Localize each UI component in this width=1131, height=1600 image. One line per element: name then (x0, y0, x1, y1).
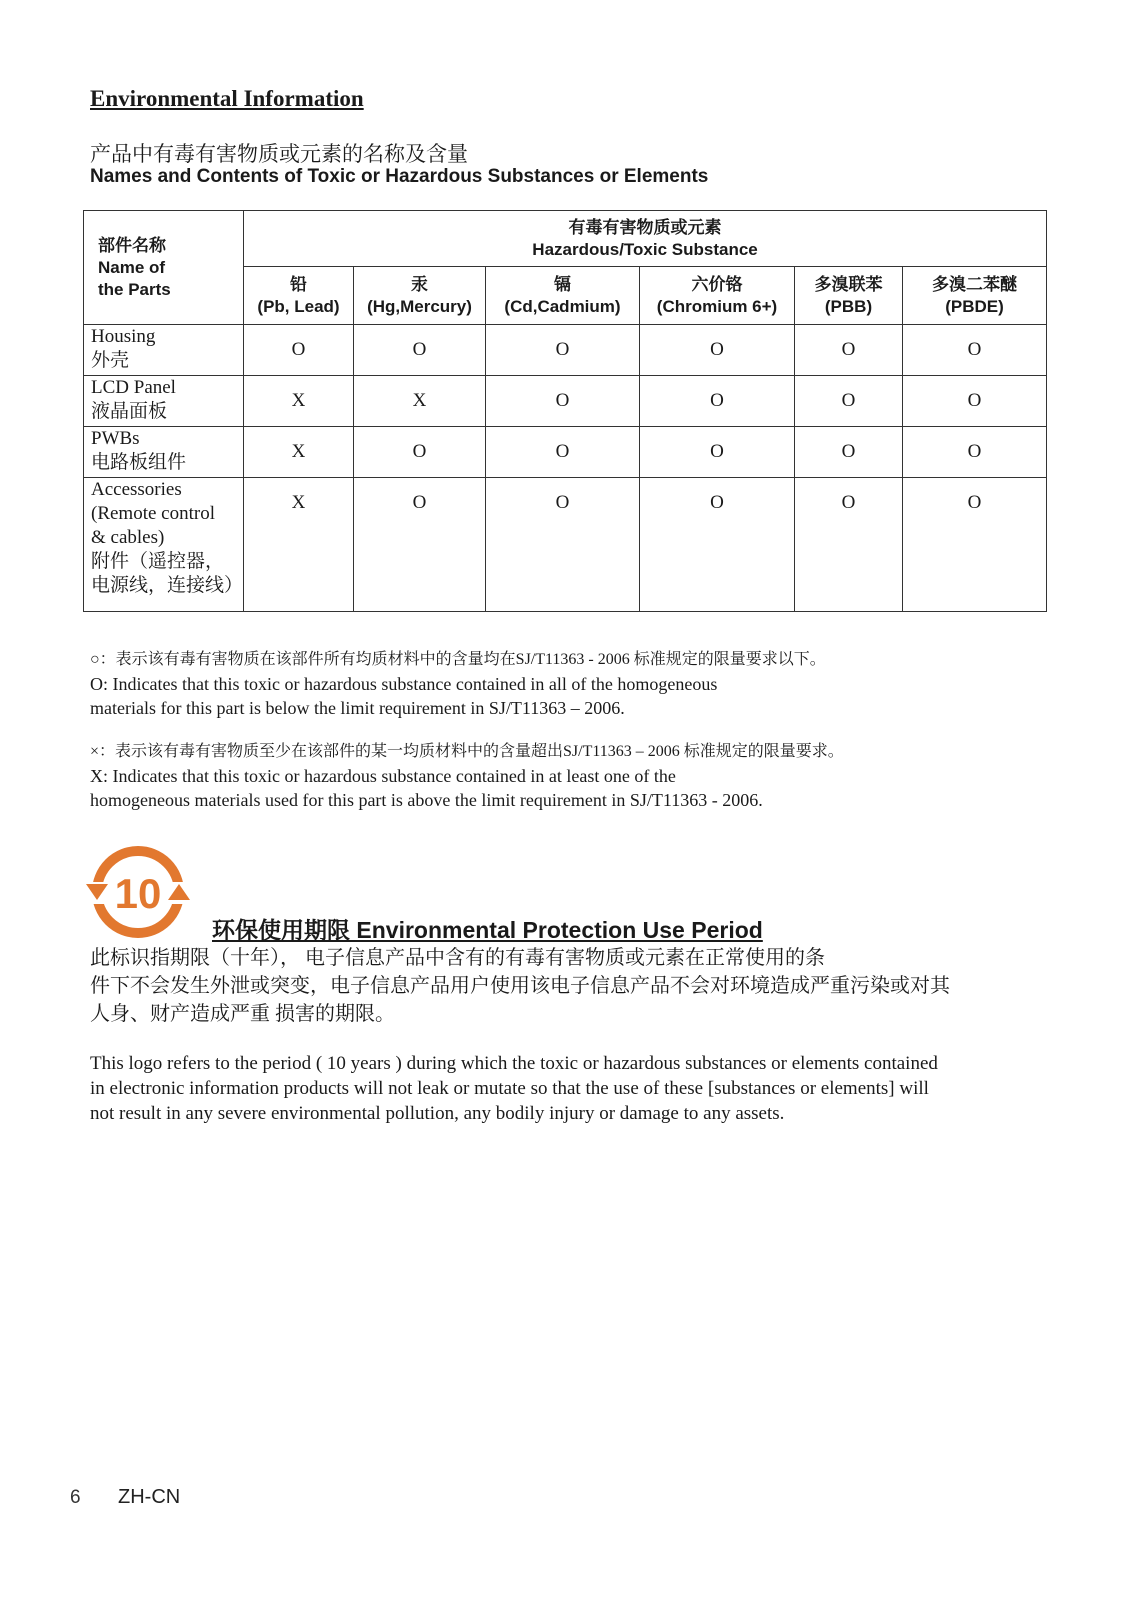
epup-en-line: This logo refers to the period ( 10 years ) during which the toxic or hazardous substances or elements contained (90, 1053, 938, 1074)
substance-mark-cell: O (486, 427, 640, 478)
substance-mark-cell: O (640, 376, 795, 427)
substance-mark-cell: X (244, 376, 354, 427)
substance-mark-cell: X (244, 427, 354, 478)
column-header-chromium (640, 267, 795, 325)
part-name-line: 电路板组件 (91, 452, 187, 473)
parts-column-header (84, 211, 244, 325)
substance-mark-cell: O (903, 325, 1047, 376)
part-name-line: Housing (91, 326, 156, 347)
epup-en-line: in electronic information products will not leak or mutate so that the use of these [substances or elements] will (90, 1078, 929, 1099)
parts-header-en-line1: Name of (98, 257, 166, 277)
part-name-line: 液晶面板 (91, 401, 168, 422)
substance-mark-cell: O (486, 325, 640, 376)
epup-en-line: not result in any severe environmental pollution, any bodily injury or damage to any assets. (90, 1103, 785, 1124)
epup-title: 环保使用期限 Environmental Protection Use Period (212, 917, 763, 943)
table-title-chinese: 产品中有毒有害物质或元素的名称及含量 (90, 143, 468, 166)
column-header-lead (244, 267, 354, 325)
substance-mark-cell: O (795, 376, 903, 427)
epup-description-cn (90, 944, 1050, 1028)
parts-header-en-line2: the Parts (98, 279, 171, 299)
substance-mark-cell: O (244, 325, 354, 376)
substance-header-cn: 有毒有害物质或元素 (568, 217, 722, 237)
part-name-cell (84, 478, 244, 612)
note-o-en-line1: O: Indicates that this toxic or hazardous substance contained in all of the homogeneous (90, 674, 718, 694)
page-heading: Environmental Information (90, 86, 364, 111)
column-header-en: (Hg,Mercury) (367, 296, 472, 316)
substance-header-en: Hazardous/Toxic Substance (532, 239, 758, 259)
epup-cn-line: 人身、财产造成严重 损害的期限。 (90, 1003, 395, 1025)
substance-mark-cell: O (903, 376, 1047, 427)
substance-mark-cell: O (354, 427, 486, 478)
substance-group-header (244, 211, 1047, 267)
part-name-line: 附件（遥控器， (91, 551, 225, 572)
substance-mark-cell: O (640, 325, 795, 376)
note-o-en-line2: materials for this part is below the limit requirement in SJ/T11363 – 2006. (90, 698, 625, 718)
part-name-line: LCD Panel (91, 377, 176, 398)
note-x-en-line2: homogeneous materials used for this part is above the limit requirement in SJ/T11363 - 2006. (90, 790, 763, 810)
epup-description-en (90, 1051, 1050, 1126)
part-name-line: PWBs (91, 428, 140, 449)
hazardous-substance-table (83, 210, 1047, 612)
table-row (84, 427, 1047, 478)
substance-mark-cell: O (903, 478, 1047, 612)
parts-header-cn: 部件名称 (98, 235, 166, 255)
part-name-line: (Remote control (91, 503, 215, 524)
part-name-line: & cables) (91, 527, 165, 548)
column-header-en: (Pb, Lead) (257, 296, 340, 316)
page-number: 6 (70, 1487, 81, 1508)
column-header-pbb (795, 267, 903, 325)
column-header-cn: 六价铬 (691, 274, 743, 294)
epup-cn-line: 此标识指期限（十年）， 电子信息产品中含有的有毒有害物质或元素在正常使用的条 (90, 947, 825, 969)
substance-mark-cell: O (354, 478, 486, 612)
note-o-legend (90, 648, 826, 720)
epup-cn-line: 件下不会发生外泄或突变，电子信息产品用户使用该电子信息产品不会对环境造成严重污染或对其 (90, 975, 950, 997)
table-row (84, 376, 1047, 427)
column-header-en: (PBB) (824, 296, 873, 316)
column-header-cn: 镉 (554, 274, 571, 294)
substance-mark-cell: O (354, 325, 486, 376)
note-x-en-line1: X: Indicates that this toxic or hazardous substance contained in at least one of the (90, 766, 676, 786)
substance-mark-cell: O (486, 478, 640, 612)
table-row (84, 478, 1047, 612)
substance-mark-cell: O (795, 325, 903, 376)
language-code: ZH-CN (118, 1486, 181, 1508)
substance-mark-cell: O (795, 478, 903, 612)
substance-mark-cell: O (640, 427, 795, 478)
part-name-line: 外壳 (91, 350, 130, 371)
table-row (84, 325, 1047, 376)
note-x-cn: ×：表示该有毒有害物质至少在该部件的某一均质材料中的含量超出SJ/T11363 – 2006 标准规定的限量要求。 (90, 743, 844, 760)
table-title-english: Names and Contents of Toxic or Hazardous Substances or Elements (90, 166, 709, 187)
substance-mark-cell: O (640, 478, 795, 612)
note-x-legend (90, 740, 844, 812)
column-header-cn: 汞 (411, 274, 428, 294)
column-header-cn: 多溴联苯 (814, 274, 883, 294)
logo-number: 10 (114, 870, 162, 917)
column-header-en: (PBDE) (945, 296, 1004, 316)
part-name-cell (84, 427, 244, 478)
column-header-cn: 铅 (290, 274, 307, 294)
part-name-line: 电源线，连接线） (91, 575, 244, 596)
substance-mark-cell: O (903, 427, 1047, 478)
column-header-mercury (354, 267, 486, 325)
epup-10-year-logo-icon (84, 844, 192, 940)
substance-mark-cell: O (486, 376, 640, 427)
substance-mark-cell: X (354, 376, 486, 427)
column-header-pbde (903, 267, 1047, 325)
column-header-en: (Chromium 6+) (656, 296, 778, 316)
substance-mark-cell: X (244, 478, 354, 612)
column-header-en: (Cd,Cadmium) (504, 296, 621, 316)
substance-mark-cell: O (795, 427, 903, 478)
part-name-cell (84, 376, 244, 427)
part-name-cell (84, 325, 244, 376)
note-o-cn: ○：表示该有毒有害物质在该部件所有均质材料中的含量均在SJ/T11363 - 2006 标准规定的限量要求以下。 (90, 651, 826, 668)
column-header-cadmium (486, 267, 640, 325)
part-name-line: Accessories (91, 479, 182, 500)
column-header-cn: 多溴二苯醚 (932, 274, 1018, 294)
